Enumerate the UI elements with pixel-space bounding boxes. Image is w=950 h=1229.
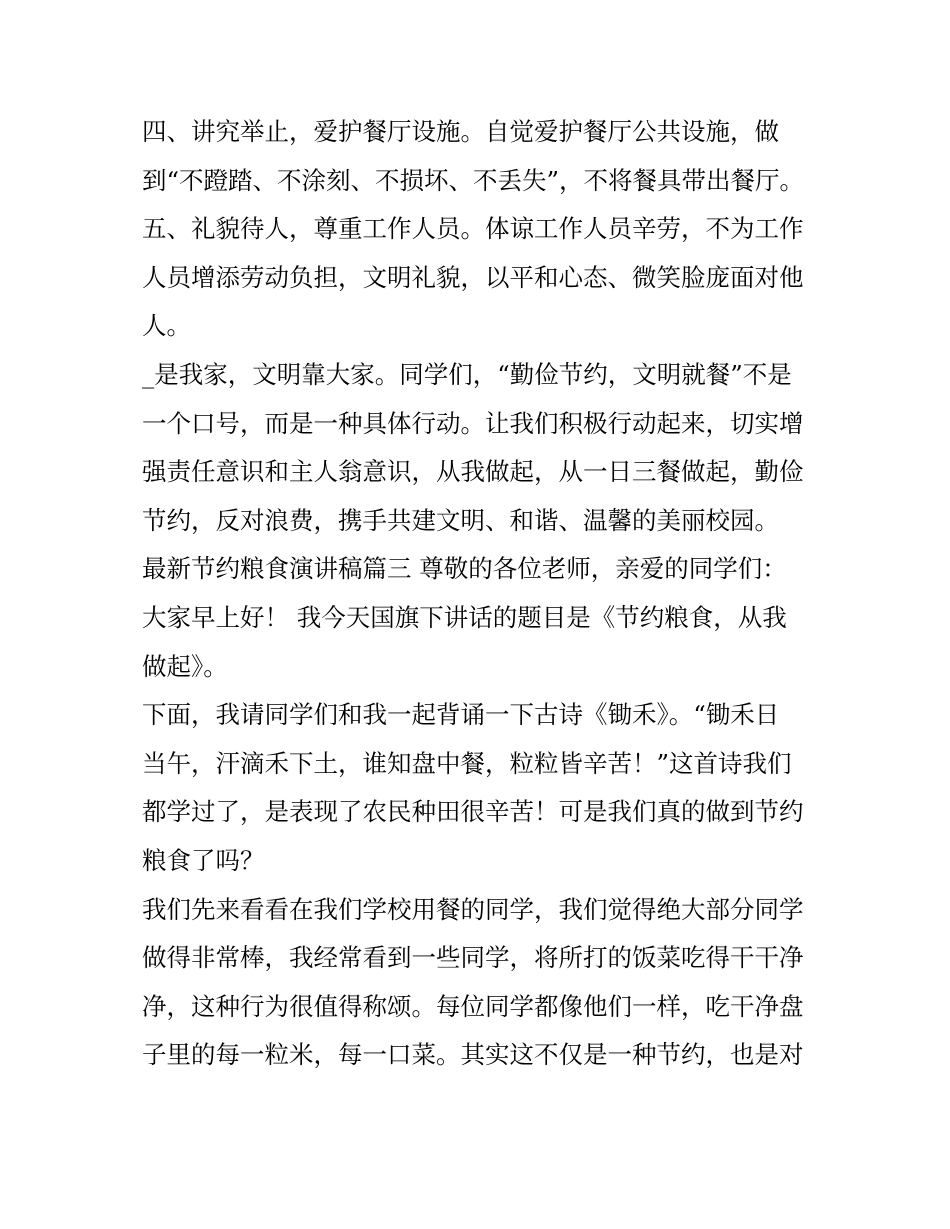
text-line: 人员增添劳动负担，文明礼貌，以平和心态、微笑脸庞面对他 — [142, 262, 804, 292]
text-line: 粮食了吗？ — [142, 845, 265, 875]
text-line: 强责任意识和主人翁意识，从我做起，从一日三餐做起，勤俭 — [142, 457, 804, 487]
body-text — [142, 108, 822, 1080]
text-line: 子里的每一粒米，每一口菜。其实这不仅是一种节约，也是对 — [142, 1040, 804, 1070]
text-line: 五、礼貌待人，尊重工作人员。体谅工作人员辛劳，不为工作 — [142, 214, 804, 244]
text-line: 节约，反对浪费，携手共建文明、和谐、温馨的美丽校园。 — [142, 505, 779, 535]
text-line: 最新节约粮食演讲稿篇三 尊敬的各位老师，亲爱的同学们： — [142, 554, 787, 584]
text-line: 到“不蹬踏、不涂刻、不损坏、不丢失”，不将餐具带出餐厅。 — [142, 165, 805, 195]
text-line: 四、讲究举止，爱护餐厅设施。自觉爱护餐厅公共设施，做 — [142, 117, 779, 146]
text-line: 都学过了，是表现了农民种田很辛苦！可是我们真的做到节约 — [142, 797, 804, 827]
text-line: 我们先来看看在我们学校用餐的同学，我们觉得绝大部分同学 — [142, 894, 804, 924]
text-line: 人。 — [142, 311, 191, 341]
text-line: 当午，汗滴禾下土，谁知盘中餐，粒粒皆辛苦！”这首诗我们 — [142, 748, 792, 778]
text-line: 下面，我请同学们和我一起背诵一下古诗《锄禾》。“锄禾日 — [142, 700, 780, 730]
text-line: _是我家，文明靠大家。同学们，“勤俭节约，文明就餐”不是 — [142, 359, 792, 389]
text-line: 净，这种行为很值得称颂。每位同学都像他们一样，吃干净盘 — [142, 991, 804, 1021]
text-line: 做得非常棒，我经常看到一些同学，将所打的饭菜吃得干干净 — [142, 943, 804, 973]
text-line: 做起》。 — [142, 651, 228, 681]
text-line: 大家早上好！ 我今天国旗下讲话的题目是《节约粮食，从我 — [142, 602, 787, 632]
text-line: 一个口号，而是一种具体行动。让我们积极行动起来，切实增 — [142, 408, 804, 438]
